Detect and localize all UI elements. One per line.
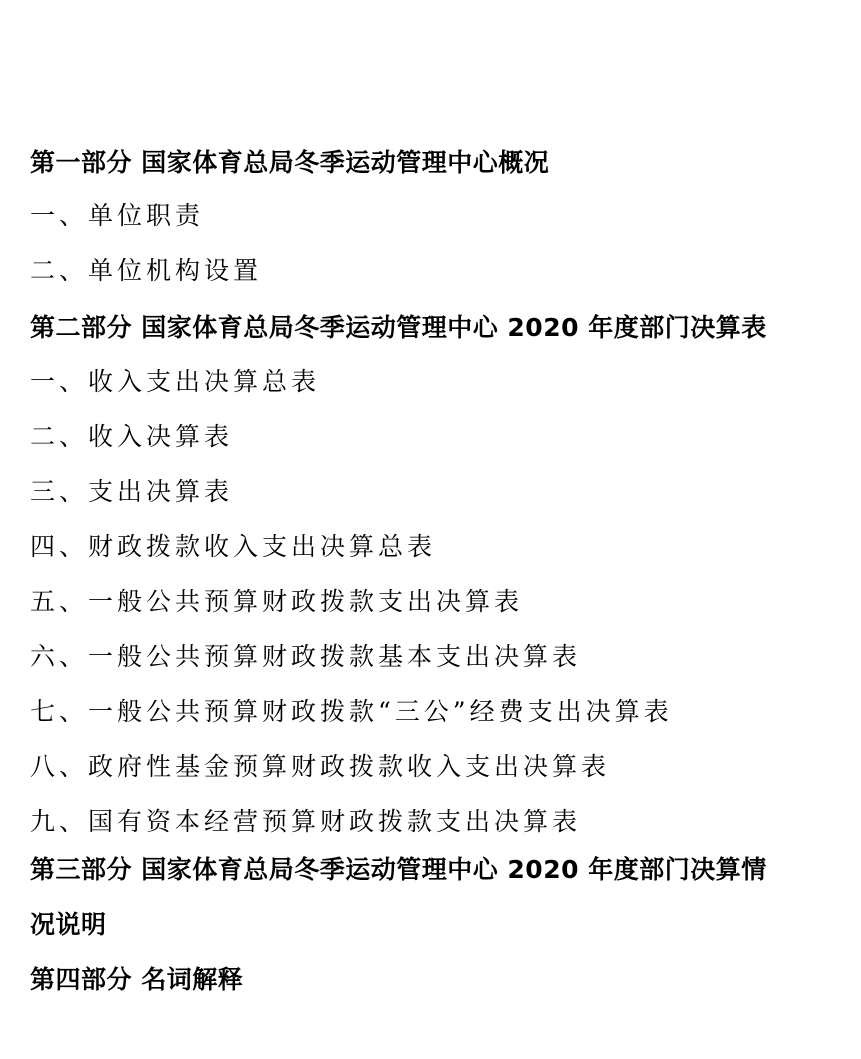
part1-heading: 第一部分 国家体育总局冬季运动管理中心概况 [30,148,550,177]
part2-item-7: 七、一般公共预算财政拨款“三公”经费支出决算表 [30,697,673,726]
part2-item-5: 五、一般公共预算财政拨款支出决算表 [30,587,524,616]
part2-item-1: 一、收入支出决算总表 [30,367,321,396]
part2-item-9: 九、国有资本经营预算财政拨款支出决算表 [30,807,582,836]
document-title [0,26,861,66]
part3-heading-line1: 第三部分 国家体育总局冬季运动管理中心 2020 年度部门决算情 [30,855,767,884]
part2-item-4: 四、财政拨款收入支出决算总表 [30,532,437,561]
part3-heading-line2: 况说明 [30,910,107,939]
part2-heading: 第二部分 国家体育总局冬季运动管理中心 2020 年度部门决算表 [30,313,767,342]
part2-item-2: 二、收入决算表 [30,422,234,451]
part2-item-3: 三、支出决算表 [30,477,234,506]
part1-item-1: 一、单位职责 [30,201,205,230]
part4-heading: 第四部分 名词解释 [30,965,244,994]
part2-item-6: 六、一般公共预算财政拨款基本支出决算表 [30,642,582,671]
part1-item-2: 二、单位机构设置 [30,256,263,285]
part2-item-8: 八、政府性基金预算财政拨款收入支出决算表 [30,752,611,781]
